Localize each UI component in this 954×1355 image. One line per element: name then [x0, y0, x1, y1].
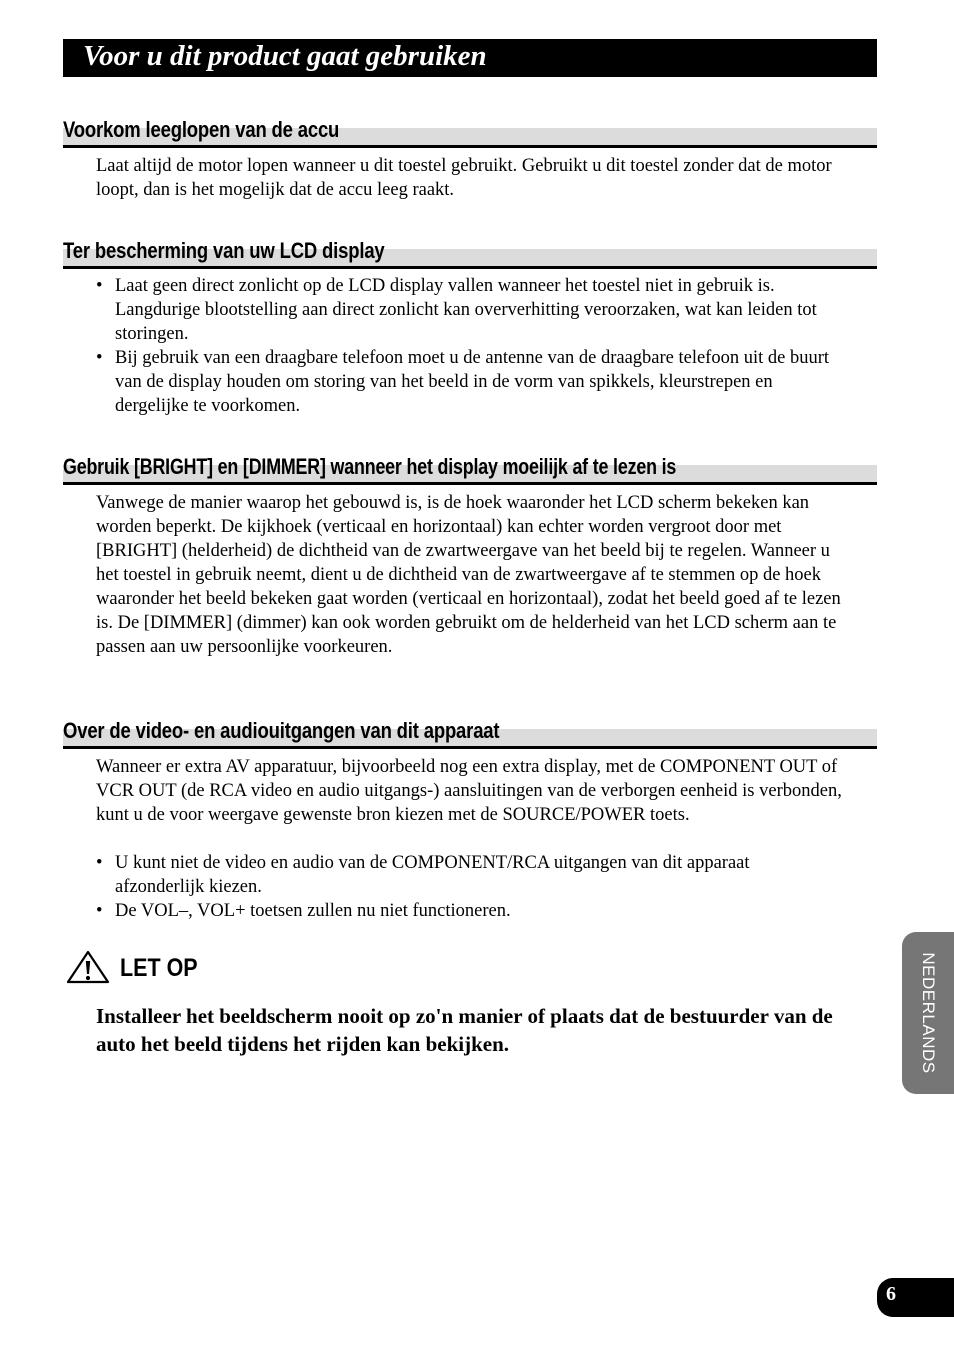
page-number: 6 [886, 1283, 896, 1305]
section-body-bright-dimmer: Vanwege de manier waarop het gebouwd is, is de hoek waaronder het LCD scherm bekeken kan worden beperkt. De kijkhoek (verticaal en horizontaal) kan echter worden vergroot door met [BRIGHT] (helderheid) de dichtheid van de zwartweergave van het beeld bij te regelen. Wanneer u het toestel in gebruik neemt, dient u de dichtheid van de zwartweergave af te stemmen op de hoek waaronder het beeld bekeken gaat worden (verticaal en horizontaal), zodat het beeld goed af te lezen is. De [DIMMER] (dimmer) kan ook worden gebruikt om de helderheid van het LCD scherm aan te passen aan uw persoonlijke voorkeuren. [96, 493, 841, 657]
section-heading-lcd-protection [63, 231, 877, 269]
warning-triangle-icon [66, 950, 110, 984]
bullet-marker: • [96, 276, 103, 296]
language-tab [902, 932, 954, 1094]
language-tab-label: NEDERLANDS [919, 952, 938, 1074]
caution-heading [66, 950, 366, 986]
page-title-bar [63, 39, 877, 77]
section-heading-text: Voorkom leeglopen van de accu [63, 117, 340, 142]
bullet-marker: • [96, 901, 103, 921]
caution-heading-text: LET OP [120, 954, 198, 982]
section-body-av-outputs: Wanneer er extra AV apparatuur, bijvoorbeeld nog een extra display, met de COMPONENT OUT of VCR OUT (de RCA video en audio uitgangs-) aansluitingen van de verborgen eenheid is verbonden, kunt u de voor weergave gewenste bron kiezen met de SOURCE/POWER toets. [96, 757, 842, 825]
section-heading-bright-dimmer [63, 447, 877, 485]
section-heading-text: Ter bescherming van uw LCD display [63, 238, 385, 263]
page-title: Voor u dit product gaat gebruiken [83, 40, 487, 72]
section-heading-text: Over de video- en audiouitgangen van dit apparaat [63, 718, 500, 743]
bullet-list-av-outputs [96, 851, 841, 923]
section-body-battery: Laat altijd de motor lopen wanneer u dit toestel gebruikt. Gebruikt u dit toestel zonder dat de motor loopt, dan is het mogelijk dat de accu leeg raakt. [96, 156, 832, 200]
list-item: • Laat geen direct zonlicht op de LCD display vallen wanneer het toestel niet in gebruik is. Langdurige blootstelling aan direct zonlicht kan oververhitting veroorzaken, wat kan leiden tot storingen. [96, 276, 817, 344]
caution-text: Installeer het beeldscherm nooit op zo'n manier of plaats dat de bestuurder van de auto het beeld tijdens het rijden kan bekijken. [96, 1004, 833, 1056]
list-item: • Bij gebruik van een draagbare telefoon moet u de antenne van de draagbare telefoon uit de buurt van de display houden om storing van het beeld in de vorm van spikkels, kleurstrepen en dergelijke te voorkomen. [96, 348, 830, 416]
list-item: • U kunt niet de video en audio van de COMPONENT/RCA uitgangen van dit apparaat afzonderlijk kiezen. [96, 853, 750, 897]
bullet-marker: • [96, 853, 103, 873]
bullet-marker: • [96, 348, 103, 368]
bullet-list-lcd-protection [96, 274, 841, 418]
section-heading-battery [63, 110, 877, 148]
section-heading-text: Gebruik [BRIGHT] en [DIMMER] wanneer het display moeilijk af te lezen is [63, 454, 677, 479]
page-number-tab [877, 1278, 954, 1317]
list-item: • De VOL–, VOL+ toetsen zullen nu niet functioneren. [96, 901, 511, 921]
section-heading-av-outputs [63, 711, 877, 749]
